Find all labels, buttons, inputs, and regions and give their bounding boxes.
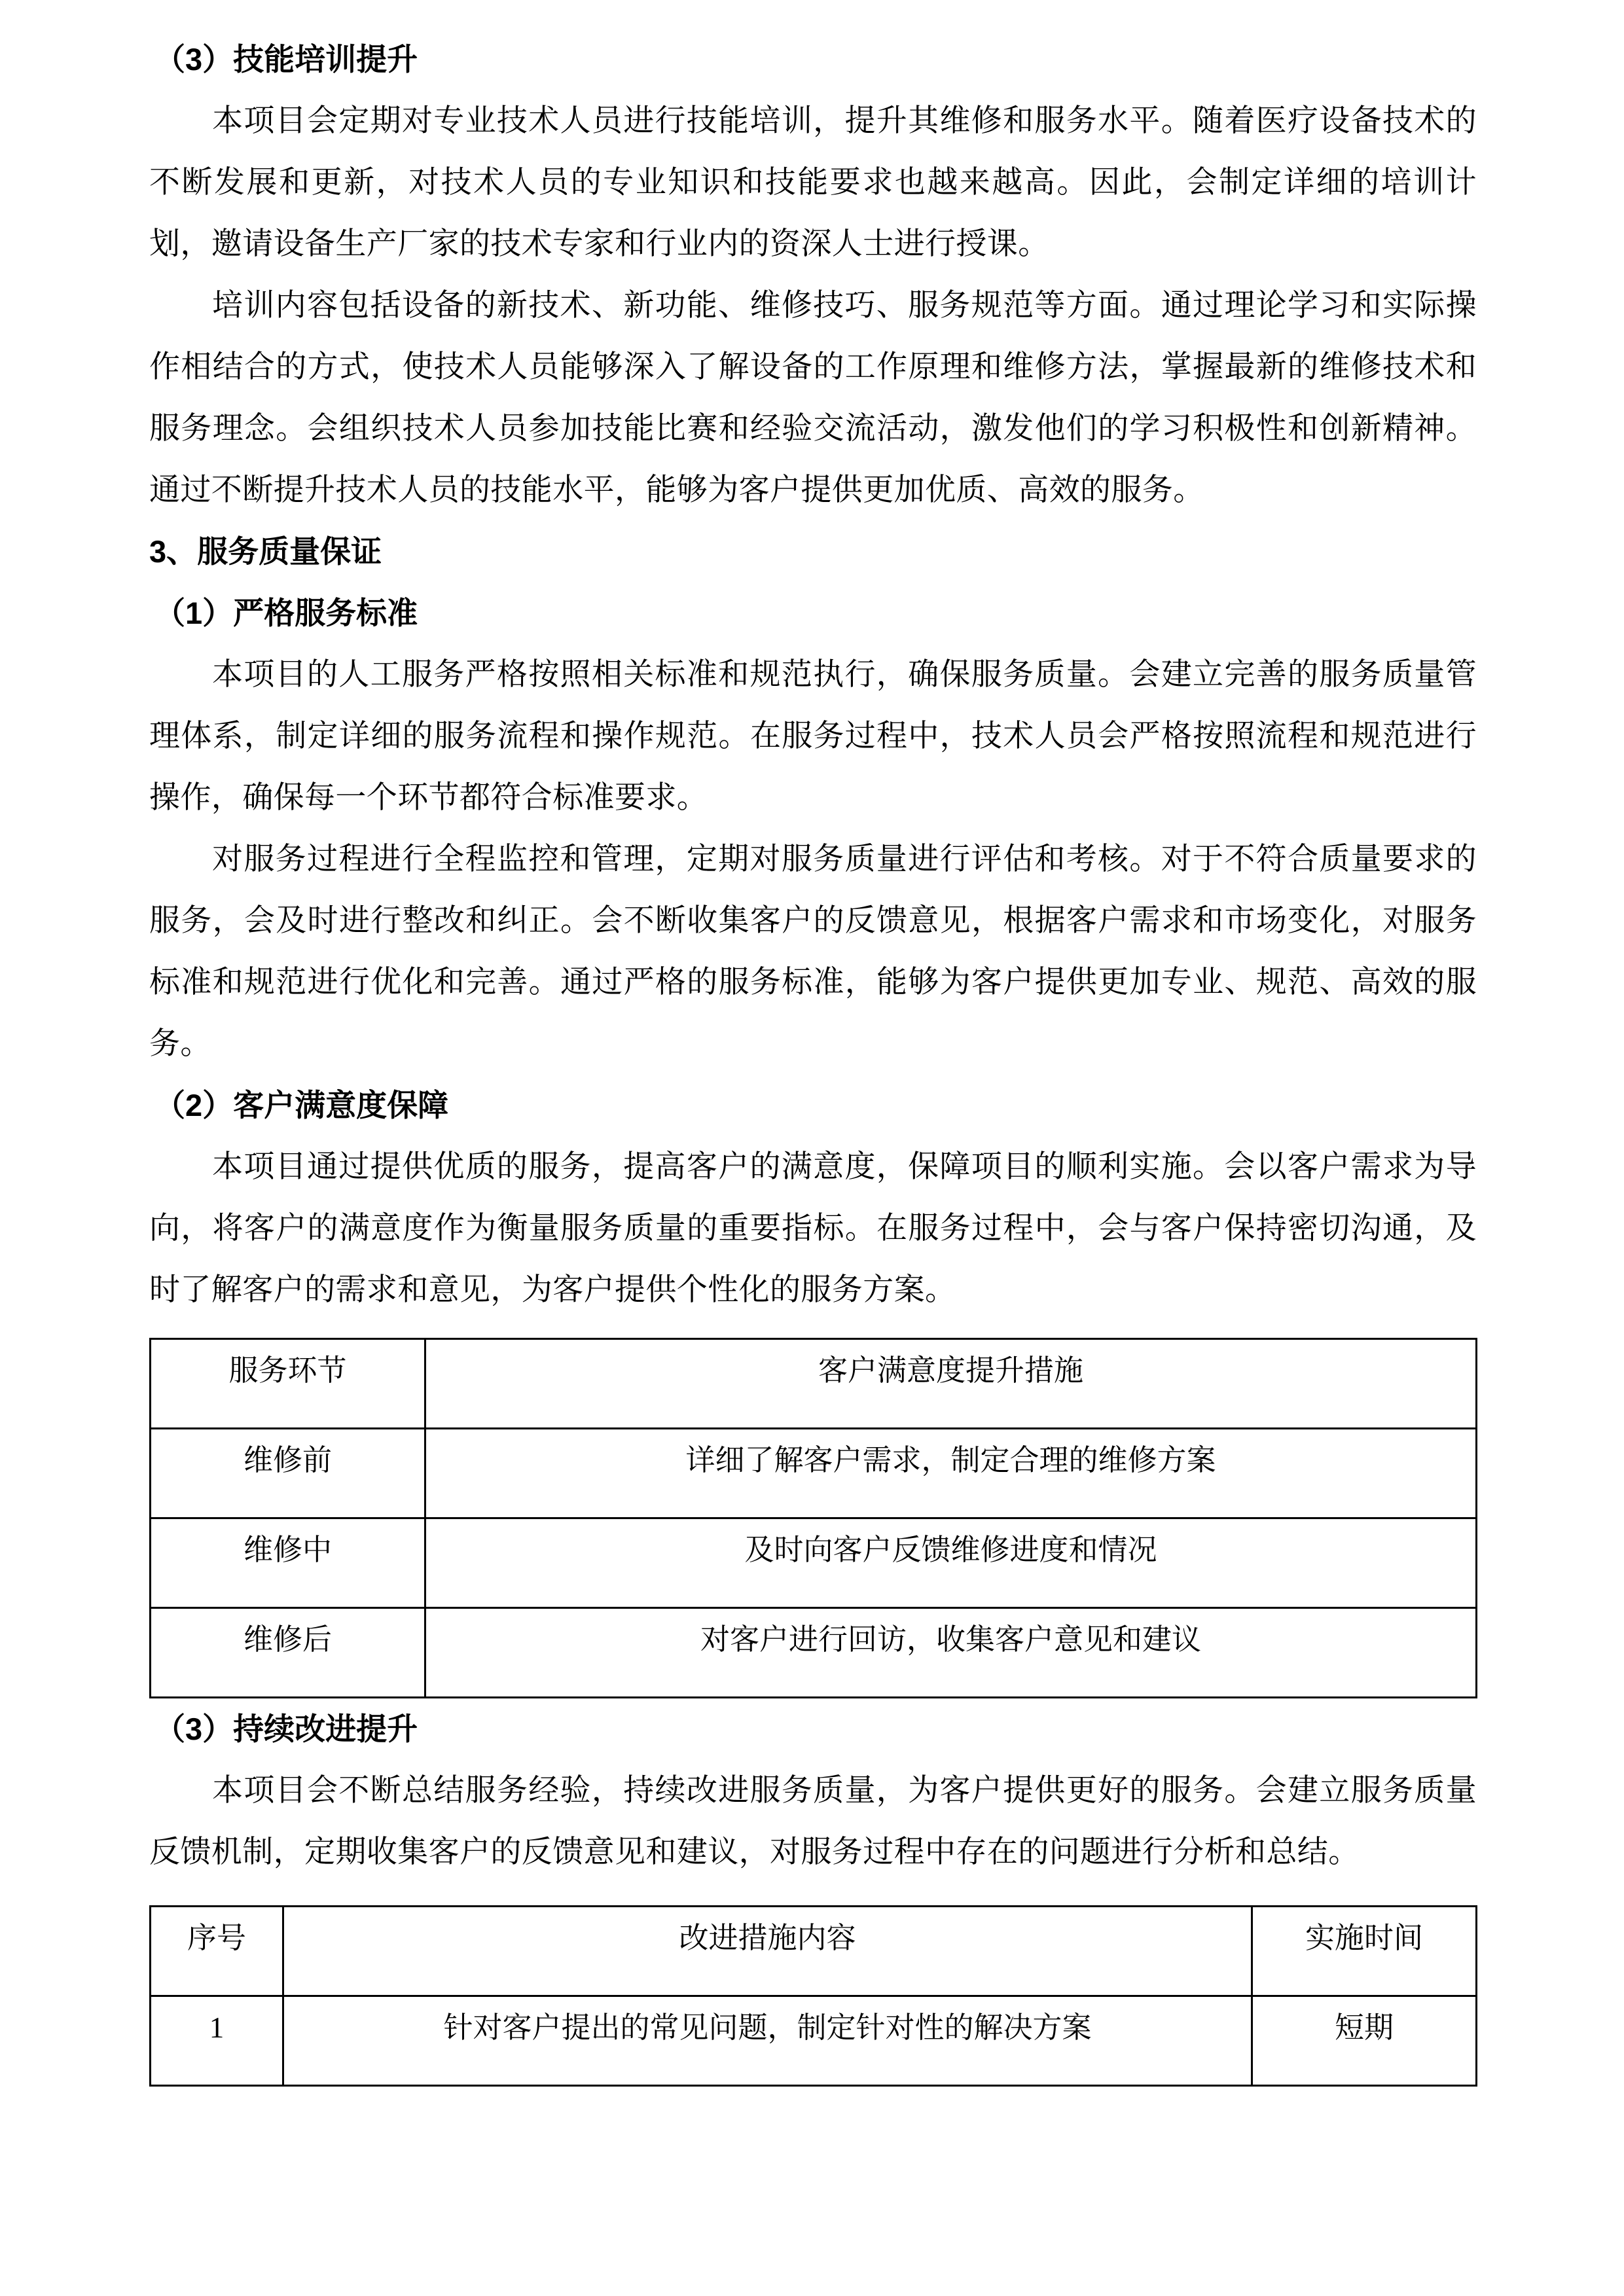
table-header-row bbox=[151, 1339, 1477, 1429]
table-cell-measure: 及时向客户反馈维修进度和情况 bbox=[425, 1518, 1477, 1608]
table-top-spacer-1 bbox=[149, 1321, 1477, 1338]
heading-strict-service-standard: （1）严格服务标准 bbox=[154, 596, 418, 630]
table-cell-measure-content: 针对客户提出的常见问题，制定针对性的解决方案 bbox=[283, 1996, 1252, 2086]
table-cell-stage: 维修后 bbox=[151, 1608, 425, 1698]
table-header-cell-service-stage: 服务环节 bbox=[151, 1339, 425, 1429]
table-improvement-measures bbox=[149, 1905, 1477, 2087]
paragraph-strict-standard-2: 对服务过程进行全程监控和管理，定期对服务质量进行评估和考核。对于不符合质量要求的服务，会及时进行整改和纠正。会不断收集客户的反馈意见，根据客户需求和市场变化，对服务标准和规范进行优化和完善。通过严格的服务标准，能够为客户提供更加专业、规范、高效的服务。 bbox=[149, 842, 1477, 1061]
top-spacer bbox=[149, 0, 1477, 29]
paragraph-strict-standard-1: 本项目的人工服务严格按照相关标准和规范执行，确保服务质量。会建立完善的服务质量管理体系，制定详细的服务流程和操作规范。在服务过程中，技术人员会严格按照流程和规范进行操作，确保每一个环节都符合标准要求。 bbox=[149, 658, 1477, 815]
heading-skill-training: （3）技能培训提升 bbox=[154, 42, 418, 77]
table-row bbox=[151, 1429, 1477, 1518]
table-header-cell-implementation-time: 实施时间 bbox=[1252, 1907, 1477, 1996]
table-row bbox=[151, 1608, 1477, 1698]
table-cell-measure: 详细了解客户需求，制定合理的维修方案 bbox=[425, 1429, 1477, 1518]
table-cell-stage: 维修前 bbox=[151, 1429, 425, 1518]
paragraph-continuous-improvement-1: 本项目会不断总结服务经验，持续改进服务质量，为客户提供更好的服务。会建立服务质量反馈机制，定期收集客户的反馈意见和建议，对服务过程中存在的问题进行分析和总结。 bbox=[149, 1774, 1477, 1869]
paragraph-skill-training-2: 培训内容包括设备的新技术、新功能、维修技巧、服务规范等方面。通过理论学习和实际操作相结合的方式，使技术人员能够深入了解设备的工作原理和维修方法，掌握最新的维修技术和服务理念。会组织技术人员参加技能比赛和经验交流活动，激发他们的学习积极性和创新精神。通过不断提升技术人员的技能水平，能够为客户提供更加优质、高效的服务。 bbox=[149, 289, 1477, 507]
table-customer-satisfaction bbox=[149, 1338, 1477, 1698]
table-cell-index: 1 bbox=[151, 1996, 283, 2086]
paragraph-customer-satisfaction-1: 本项目通过提供优质的服务，提高客户的满意度，保障项目的顺利实施。会以客户需求为导向，将客户的满意度作为衡量服务质量的重要指标。在服务过程中，会与客户保持密切沟通，及时了解客户的需求和意见，为客户提供个性化的服务方案。 bbox=[149, 1150, 1477, 1307]
page-content bbox=[149, 0, 1477, 2087]
heading-continuous-improvement: （3）持续改进提升 bbox=[154, 1712, 418, 1746]
paragraph-skill-training-1: 本项目会定期对专业技术人员进行技能培训，提升其维修和服务水平。随着医疗设备技术的不断发展和更新，对技术人员的专业知识和技能要求也越来越高。因此，会制定详细的培训计划，邀请设备生产厂家的技术专家和行业内的资深人士进行授课。 bbox=[149, 104, 1477, 261]
table-header-row bbox=[151, 1907, 1477, 1996]
table-cell-implementation-time: 短期 bbox=[1252, 1996, 1477, 2086]
table-cell-stage: 维修中 bbox=[151, 1518, 425, 1608]
table-header-cell-measure-content: 改进措施内容 bbox=[283, 1907, 1252, 1996]
table-header-cell-measures: 客户满意度提升措施 bbox=[425, 1339, 1477, 1429]
table-header-cell-index: 序号 bbox=[151, 1907, 283, 1996]
heading-service-quality-assurance: 3、服务质量保证 bbox=[149, 534, 382, 569]
heading-customer-satisfaction: （2）客户满意度保障 bbox=[154, 1088, 449, 1122]
table-cell-measure: 对客户进行回访，收集客户意见和建议 bbox=[425, 1608, 1477, 1698]
table-top-spacer-2 bbox=[149, 1883, 1477, 1905]
table-row bbox=[151, 1518, 1477, 1608]
table-row bbox=[151, 1996, 1477, 2086]
